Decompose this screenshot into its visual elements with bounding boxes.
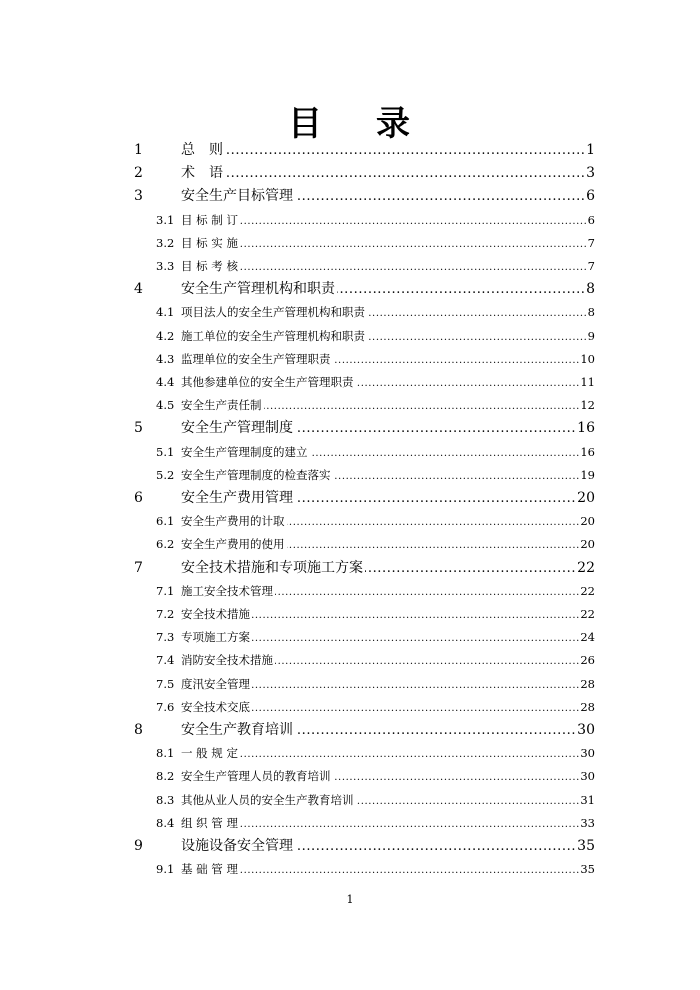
toc-entry-page: 20 xyxy=(579,533,595,555)
toc-dot-leader xyxy=(184,742,595,764)
toc-entry-page: 3 xyxy=(585,162,595,184)
toc-entry-page: 12 xyxy=(579,394,595,416)
toc-entry-page: 30 xyxy=(579,742,595,764)
toc-entry[interactable] xyxy=(0,209,700,231)
toc-entry[interactable] xyxy=(0,603,700,625)
page-number-footer: 1 xyxy=(346,893,354,906)
toc-entry-number: 3 xyxy=(134,188,143,205)
toc-entry-title: 安全生产责任制 xyxy=(181,394,264,416)
toc-entry[interactable] xyxy=(0,162,700,184)
toc-entry-title: 安全生产费用的计取 xyxy=(181,510,287,532)
toc-entry-page: 7 xyxy=(587,255,595,277)
toc-entry-title: 总 则 xyxy=(181,139,225,161)
toc-entry[interactable] xyxy=(0,510,700,532)
toc-entry-number: 3.3 xyxy=(156,259,175,273)
toc-entry-title: 项目法人的安全生产管理机构和职责 xyxy=(181,301,367,323)
toc-entry-number: 7.4 xyxy=(156,653,175,668)
toc-entry-number: 9 xyxy=(134,838,143,854)
toc-entry-number: 7.2 xyxy=(156,607,175,621)
toc-entry-title: 术 语 xyxy=(181,162,225,184)
toc-dot-leader xyxy=(184,255,595,277)
toc-entry-number: 4 xyxy=(134,281,143,298)
toc-entry-number: 6.2 xyxy=(156,537,175,552)
toc-entry-title: 其他参建单位的安全生产管理职责 xyxy=(181,371,356,393)
toc-entry[interactable] xyxy=(0,812,700,834)
toc-entry-title: 组 织 管 理 xyxy=(181,812,240,834)
toc-entry-page: 6 xyxy=(587,209,595,231)
toc-entry-number: 7.5 xyxy=(156,676,175,691)
toc-entry-title: 设施设备安全管理 xyxy=(181,835,295,857)
toc-entry[interactable] xyxy=(0,858,700,880)
toc-entry-page: 35 xyxy=(576,835,595,857)
toc-entry-page: 20 xyxy=(576,487,595,509)
toc-entry-page: 30 xyxy=(579,765,595,787)
toc-entry-number: 1 xyxy=(134,142,143,158)
toc-dot-leader xyxy=(184,139,595,161)
toc-entry[interactable] xyxy=(0,533,700,555)
toc-entry-title: 目 标 制 订 xyxy=(181,209,240,231)
toc-entry-page: 22 xyxy=(579,580,595,602)
toc-entry-page: 20 xyxy=(579,510,595,532)
toc-dot-leader xyxy=(184,858,595,880)
toc-entry-number: 7.6 xyxy=(156,699,175,714)
toc-entry-number: 7 xyxy=(134,559,143,576)
toc-entry-title: 施工单位的安全生产管理机构和职责 xyxy=(181,325,367,347)
toc-entry-title: 度汛安全管理 xyxy=(181,673,252,695)
page-title xyxy=(0,96,700,145)
toc-entry-title: 安全生产管理制度的检查落实 xyxy=(181,464,333,486)
toc-entry[interactable] xyxy=(0,232,700,254)
toc-entry[interactable] xyxy=(0,325,700,347)
toc-entry-title: 其他从业人员的安全生产教育培训 xyxy=(181,789,356,811)
toc-entry-title: 安全技术措施和专项施工方案 xyxy=(181,557,365,579)
toc-entry[interactable] xyxy=(0,742,700,764)
toc-entry[interactable] xyxy=(0,139,700,161)
toc-entry-title: 安全生产管理机构和职责 xyxy=(181,278,337,300)
toc-entry-title: 施工安全技术管理 xyxy=(181,580,275,602)
toc-entry[interactable] xyxy=(0,835,700,857)
toc-entry[interactable] xyxy=(0,417,700,439)
toc-entry-title: 专项施工方案 xyxy=(181,626,252,648)
toc-entry-page: 31 xyxy=(579,789,595,811)
toc-entry-title: 监理单位的安全生产管理职责 xyxy=(181,348,333,370)
toc-entry-page: 28 xyxy=(579,673,595,695)
toc-entry[interactable] xyxy=(0,255,700,277)
toc-entry-number: 4.4 xyxy=(156,375,175,389)
toc-entry[interactable] xyxy=(0,696,700,718)
toc-entry-title: 目 标 实 施 xyxy=(181,232,240,254)
toc-entry-title: 安全生产管理人员的教育培训 xyxy=(181,765,333,787)
toc-entry-title: 一 般 规 定 xyxy=(181,742,240,764)
title-char-1: 目 xyxy=(288,104,324,144)
toc-entry-page: 11 xyxy=(579,371,595,393)
toc-entry-title: 安全生产目标管理 xyxy=(181,185,295,207)
toc-entry-page: 22 xyxy=(576,557,595,579)
toc-dot-leader xyxy=(184,209,595,231)
toc-entry[interactable] xyxy=(0,789,700,811)
toc-entry-title: 安全生产费用管理 xyxy=(181,487,295,509)
toc-entry-number: 8 xyxy=(134,722,143,738)
title-char-2: 录 xyxy=(376,104,412,144)
toc-entry-page: 26 xyxy=(579,649,595,671)
toc-entry[interactable] xyxy=(0,394,700,416)
toc-dot-leader xyxy=(184,162,595,184)
toc-entry-title: 基 础 管 理 xyxy=(181,858,240,880)
toc-entry-title: 安全生产费用的使用 xyxy=(181,533,287,555)
toc-entry-page: 16 xyxy=(576,417,595,439)
toc-entry-page: 19 xyxy=(579,464,595,486)
toc-entry[interactable] xyxy=(0,557,700,579)
toc-entry-number: 8.3 xyxy=(156,792,175,807)
toc-entry-title: 安全生产管理制度 xyxy=(181,417,295,439)
toc-entry[interactable] xyxy=(0,441,700,463)
toc-entry-number: 6 xyxy=(134,490,143,506)
toc-dot-leader xyxy=(184,232,595,254)
toc-entry-number: 3.1 xyxy=(156,212,175,227)
toc-entry[interactable] xyxy=(0,626,700,648)
toc-entry-title: 安全技术措施 xyxy=(181,603,252,625)
toc-entry-title: 安全生产管理制度的建立 xyxy=(181,441,310,463)
toc-entry-number: 8.2 xyxy=(156,769,175,784)
toc-entry-page: 30 xyxy=(576,719,595,741)
toc-entry-number: 4.2 xyxy=(156,328,175,343)
toc-entry-page: 6 xyxy=(585,185,595,207)
toc-entry-title: 目 标 考 核 xyxy=(181,255,240,277)
toc-entry-page: 35 xyxy=(579,858,595,880)
toc-entry-number: 7.1 xyxy=(156,583,175,598)
toc-entry[interactable] xyxy=(0,719,700,741)
toc-entry[interactable] xyxy=(0,464,700,486)
toc-entry[interactable] xyxy=(0,348,700,370)
toc-entry-number: 7.3 xyxy=(156,630,175,645)
toc-entry-page: 33 xyxy=(579,812,595,834)
toc-entry-title: 消防安全技术措施 xyxy=(181,649,275,671)
toc-entry[interactable] xyxy=(0,580,700,602)
toc-entry-page: 1 xyxy=(585,139,595,161)
toc-entry-number: 8.4 xyxy=(156,815,175,830)
toc-entry-page: 28 xyxy=(579,696,595,718)
toc-entry[interactable] xyxy=(0,649,700,671)
toc-entry-title: 安全技术交底 xyxy=(181,696,252,718)
toc-entry-number: 4.5 xyxy=(156,398,175,413)
toc-entry[interactable] xyxy=(0,185,700,207)
toc-entry-page: 8 xyxy=(587,301,595,323)
toc-entry-number: 3.2 xyxy=(156,235,175,250)
toc-entry-page: 16 xyxy=(579,441,595,463)
toc-entry-number: 4.3 xyxy=(156,351,175,366)
toc-entry-title: 安全生产教育培训 xyxy=(181,719,295,741)
toc-entry[interactable] xyxy=(0,371,700,393)
toc-entry-number: 4.1 xyxy=(156,305,175,320)
toc-entry-page: 24 xyxy=(579,626,595,648)
toc-entry-page: 9 xyxy=(587,325,595,347)
toc-entry-number: 5.1 xyxy=(156,444,175,459)
toc-entry[interactable] xyxy=(0,301,700,323)
toc-entry-number: 5.2 xyxy=(156,467,175,482)
toc-entry[interactable] xyxy=(0,487,700,509)
toc-entry[interactable] xyxy=(0,278,700,300)
toc-entry-page: 7 xyxy=(587,232,595,254)
toc-entry[interactable] xyxy=(0,673,700,695)
toc-entry-number: 5 xyxy=(134,420,143,437)
toc-entry-page: 10 xyxy=(579,348,595,370)
toc-entry-number: 6.1 xyxy=(156,514,175,529)
toc-entry-number: 9.1 xyxy=(156,862,175,877)
toc-dot-leader xyxy=(184,812,595,834)
toc-entry[interactable] xyxy=(0,765,700,787)
toc-entry-page: 22 xyxy=(579,603,595,625)
toc-entry-number: 8.1 xyxy=(156,746,175,761)
toc-entry-page: 8 xyxy=(585,278,595,300)
toc-entry-number: 2 xyxy=(134,165,143,182)
